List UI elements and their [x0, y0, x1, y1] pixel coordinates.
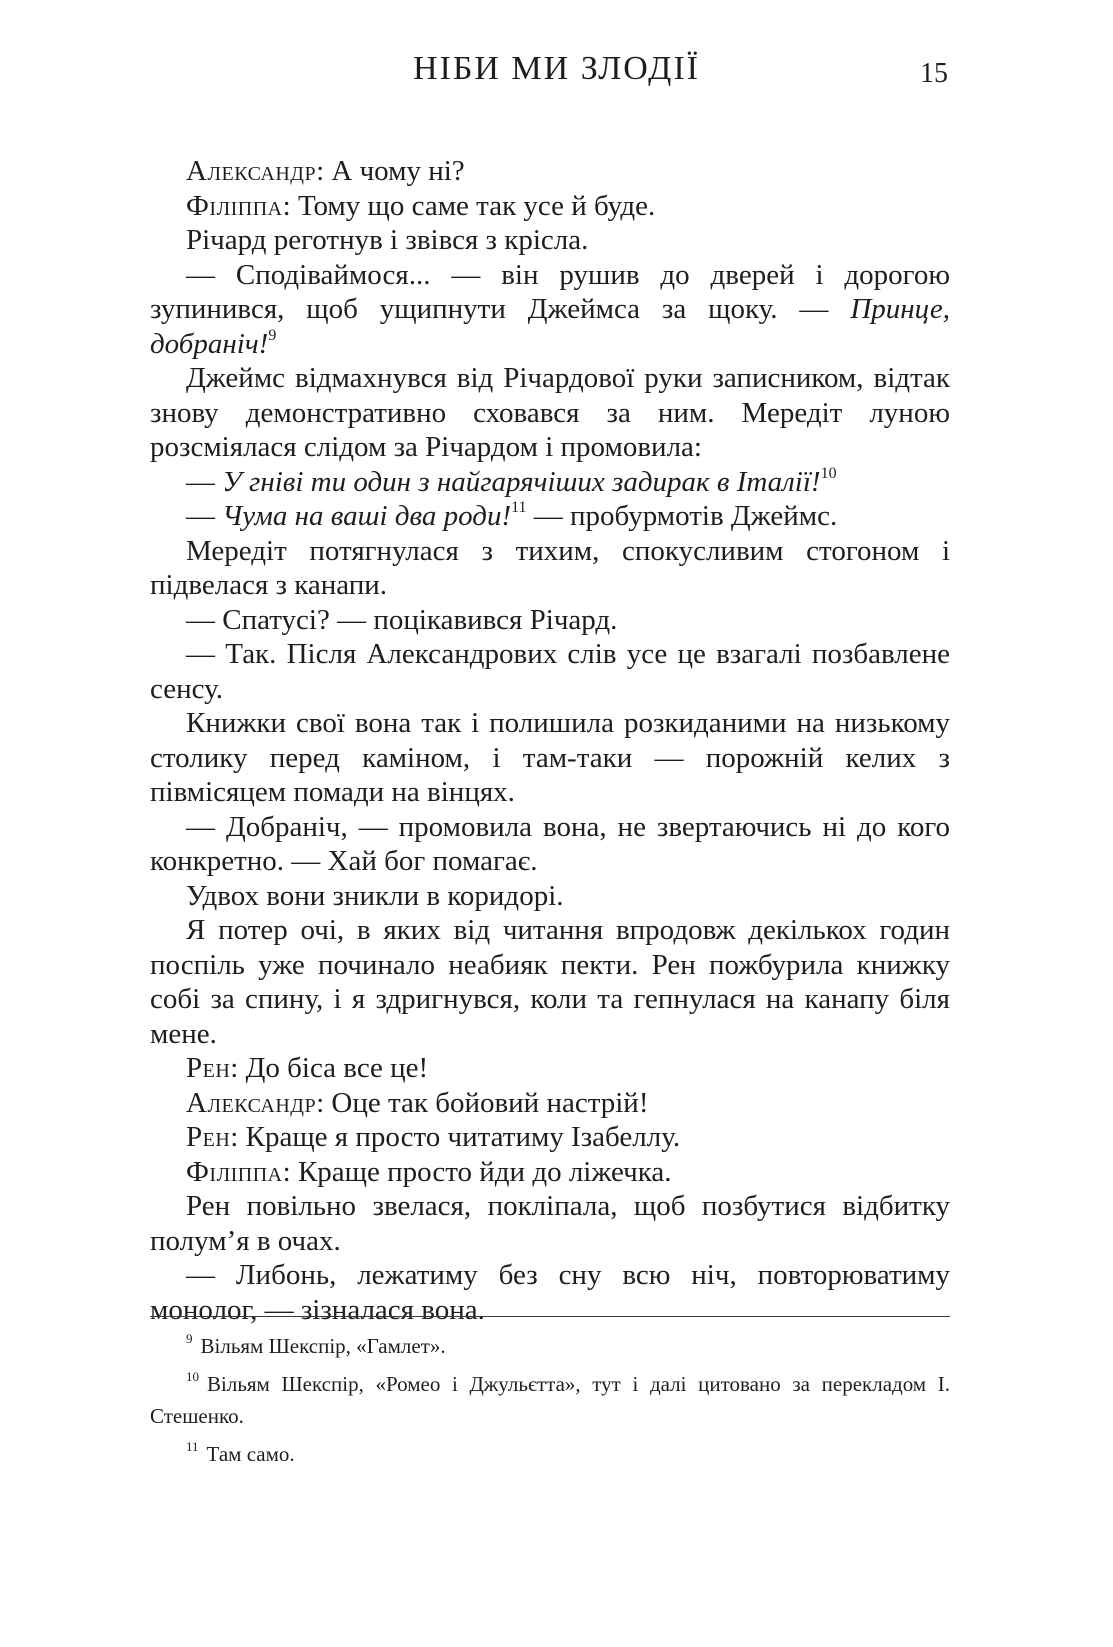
speaker-name: Філіппа — [186, 1155, 283, 1188]
paragraph: Я потер очі, в яких від читання впродовж декількох годин поспіль уже починало неабияк пекти. Рен пожбурила книжку собі за спину, і я здригнувся, коли та гепнулася на канапу біля мене. — [150, 914, 950, 1050]
paragraph — [150, 1155, 950, 1190]
dialogue-line: : Краще я просто читатиму Ізабеллу. — [230, 1121, 681, 1153]
paragraph: Удвох вони зникли в коридорі. — [186, 879, 564, 912]
footnote-number: 9 — [186, 1331, 193, 1346]
main-text — [150, 154, 950, 1327]
dash: — — [186, 465, 223, 498]
paragraph — [150, 499, 950, 534]
dialogue-line: : А чому ні? — [316, 155, 465, 187]
footnote-ref: 10 — [820, 464, 837, 482]
paragraph-text: — Сподіваймося... — він рушив до дверей і дорогою зупинився, щоб ущипнути Джеймса за щоку. — — [150, 258, 950, 325]
footnote — [150, 1438, 950, 1470]
paragraph: Джеймс відмахнувся від Річардової руки записником, відтак знову демонстративно сховався за ним. Мередіт луною розсміялася слідом за Річардом і промовила: — [150, 362, 950, 463]
paragraph: — Либонь, лежатиму без сну всю ніч, повторюватиму монолог, — зізналася вона. — [150, 1259, 950, 1326]
quote-italic: Чума на ваші два роди! — [222, 500, 512, 532]
speaker-name: Александр — [186, 155, 317, 187]
footnote-divider — [150, 1316, 950, 1317]
footnotes — [150, 1330, 950, 1476]
footnote-number: 10 — [186, 1369, 199, 1384]
speaker-name: Александр — [186, 1086, 317, 1119]
speaker-name: Рен — [186, 1052, 231, 1084]
footnote-number: 11 — [186, 1439, 199, 1454]
quote-italic: У гніві ти один з найгарячіших задирак в Італії! — [222, 465, 821, 498]
footnote-ref: 9 — [268, 326, 277, 344]
paragraph: — Спатусі? — поцікавився Річард. — [186, 603, 618, 636]
paragraph: Рен повільно звелася, покліпала, щоб позбутися відбитку полум’я в очах. — [150, 1190, 950, 1257]
page-header — [0, 50, 1113, 100]
paragraph: Річард реготнув і звівся з крісла. — [186, 224, 589, 256]
dialogue-line: : Тому що саме так усе й буде. — [282, 189, 656, 222]
paragraph-text: — пробурмотів Джеймс. — [526, 500, 838, 532]
footnote-text: Вільям Шекспір, «Гамлет». — [200, 1334, 446, 1358]
dialogue-line: : Краще просто йди до ліжечка. — [282, 1155, 672, 1188]
dialogue-line: : До біса все це! — [230, 1052, 429, 1084]
paragraph — [150, 1120, 950, 1155]
footnote-text: Вільям Шекспір, «Ромео і Джульєтта», тут і далі цитовано за перекладом І. Стешенко. — [150, 1372, 950, 1428]
paragraph: Мередіт потягнулася з тихим, спокусливим стогоном і підвелася з канапи. — [150, 534, 950, 601]
speaker-name: Філіппа — [186, 189, 283, 222]
paragraph — [150, 465, 950, 500]
paragraph — [150, 189, 950, 224]
speaker-name: Рен — [186, 1121, 231, 1153]
footnote-ref: 11 — [511, 499, 527, 517]
dash: — — [186, 500, 223, 532]
paragraph: Книжки свої вона так і полишила розкиданими на низькому столику перед каміном, і там-таки — порожній келих з півмісяцем помади на вінцях. — [150, 707, 950, 808]
paragraph — [150, 1051, 950, 1086]
footnote-text: Там само. — [206, 1442, 295, 1466]
paragraph — [150, 1086, 950, 1121]
dialogue-line: : Оце так бойовий настрій! — [316, 1086, 649, 1119]
paragraph — [150, 154, 950, 189]
footnote — [150, 1330, 950, 1362]
quote-italic: Принце, добраніч! — [150, 293, 950, 360]
running-title: НІБИ МИ ЗЛОДІЇ — [412, 50, 701, 87]
page-number: 15 — [920, 58, 948, 89]
paragraph — [150, 258, 950, 362]
paragraph: — Добраніч, — промовила вона, не звертаючись ні до кого конкретно. — Хай бог помагає. — [150, 810, 950, 877]
footnote — [150, 1368, 950, 1432]
paragraph: — Так. Після Александрових слів усе це взагалі позбавлене сенсу. — [150, 638, 950, 705]
